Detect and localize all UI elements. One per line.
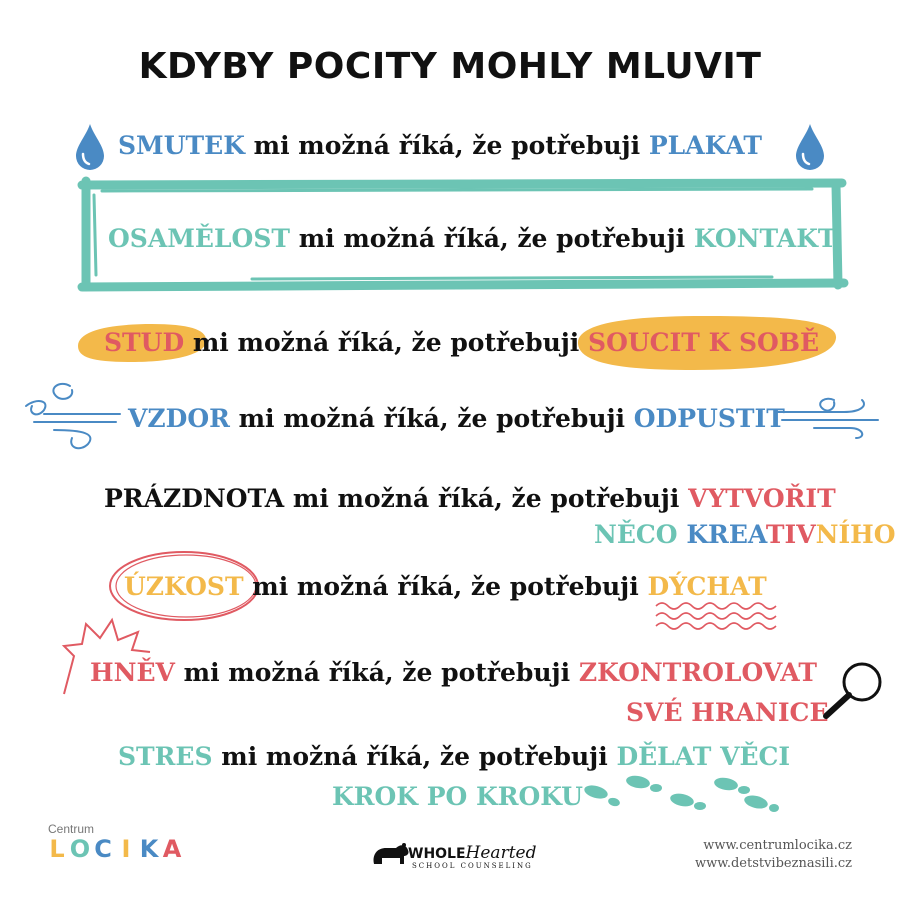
need-label: DÝCHAT xyxy=(647,572,767,601)
locika-logo xyxy=(46,835,183,863)
feeling-label: PRÁZDNOTA xyxy=(104,484,285,513)
need-label: DĚLAT VĚCI xyxy=(616,742,791,771)
connector-text: mi možná říká, že potřebuji xyxy=(183,658,571,687)
wholehearted-script: Hearted xyxy=(465,843,537,863)
wholehearted-logo xyxy=(408,843,536,863)
wind-swirl-icon xyxy=(24,378,124,458)
centrum-label: Centrum xyxy=(48,822,95,836)
row-hnev xyxy=(90,660,817,685)
row-stud xyxy=(104,330,819,355)
feeling-label: ÚZKOST xyxy=(124,572,244,601)
wave-lines-icon xyxy=(654,600,778,628)
water-drop-icon xyxy=(792,122,828,172)
logo-letter: K xyxy=(139,835,159,863)
logo-letter: C xyxy=(94,835,112,863)
need-label-part: TIV xyxy=(765,520,816,549)
row-prazdnota xyxy=(104,486,836,511)
magnifier-icon xyxy=(820,660,888,722)
logo-letter: I xyxy=(121,835,131,863)
logo-letter: A xyxy=(162,835,182,863)
need-label: KONTAKT xyxy=(693,224,837,253)
footer-url: www.detstvibeznasili.cz xyxy=(694,856,852,871)
wholehearted-subtitle: SCHOOL COUNSELING xyxy=(412,862,533,870)
need-label-part: NĚCO xyxy=(594,520,678,549)
row-stres xyxy=(118,744,790,769)
row-osamelost xyxy=(108,226,837,251)
connector-text: mi možná říká, že potřebuji xyxy=(253,131,641,160)
connector-text: mi možná říká, že potřebuji xyxy=(252,572,639,601)
row-uzkost xyxy=(124,574,767,599)
feeling-label: OSAMĚLOST xyxy=(108,224,290,253)
feeling-label: HNĚV xyxy=(90,658,175,687)
feeling-label: STRES xyxy=(118,742,213,771)
connector-text: mi možná říká, že potřebuji xyxy=(238,404,626,433)
need-label-part: KREA xyxy=(686,520,766,549)
footprints-icon xyxy=(580,770,780,814)
need-label: ZKONTROLOVAT xyxy=(578,658,817,687)
connector-text: mi možná říká, že potřebuji xyxy=(292,484,680,513)
need-label: VYTVOŘIT xyxy=(688,484,836,513)
footer-url: www.centrumlocika.cz xyxy=(703,838,852,853)
feeling-label: STUD xyxy=(104,328,185,357)
need-label: SOUCIT K SOBĚ xyxy=(588,328,820,357)
row-hnev-line2: SVÉ HRANICE xyxy=(626,698,829,727)
row-stres-line2: KROK PO KROKU xyxy=(332,782,583,811)
row-smutek xyxy=(118,133,762,158)
bear-icon xyxy=(370,840,410,868)
wholehearted-bold: WHOLE xyxy=(408,846,466,862)
connector-text: mi možná říká, že potřebuji xyxy=(221,742,608,771)
connector-text: mi možná říká, že potřebuji xyxy=(298,224,686,253)
need-label-part: NÍHO xyxy=(815,520,896,549)
row-prazdnota-line2 xyxy=(594,522,896,547)
logo-letter: O xyxy=(69,835,91,863)
page-title: KDYBY POCITY MOHLY MLUVIT xyxy=(138,46,762,87)
feeling-label: VZDOR xyxy=(128,404,230,433)
row-vzdor xyxy=(128,406,785,431)
wind-swirl-icon xyxy=(774,394,884,444)
connector-text: mi možná říká, že potřebuji xyxy=(192,328,580,357)
water-drop-icon xyxy=(72,122,108,172)
need-label: PLAKAT xyxy=(648,131,762,160)
need-label: ODPUSTIT xyxy=(633,404,785,433)
logo-letter: L xyxy=(49,835,65,863)
feeling-label: SMUTEK xyxy=(118,131,245,160)
